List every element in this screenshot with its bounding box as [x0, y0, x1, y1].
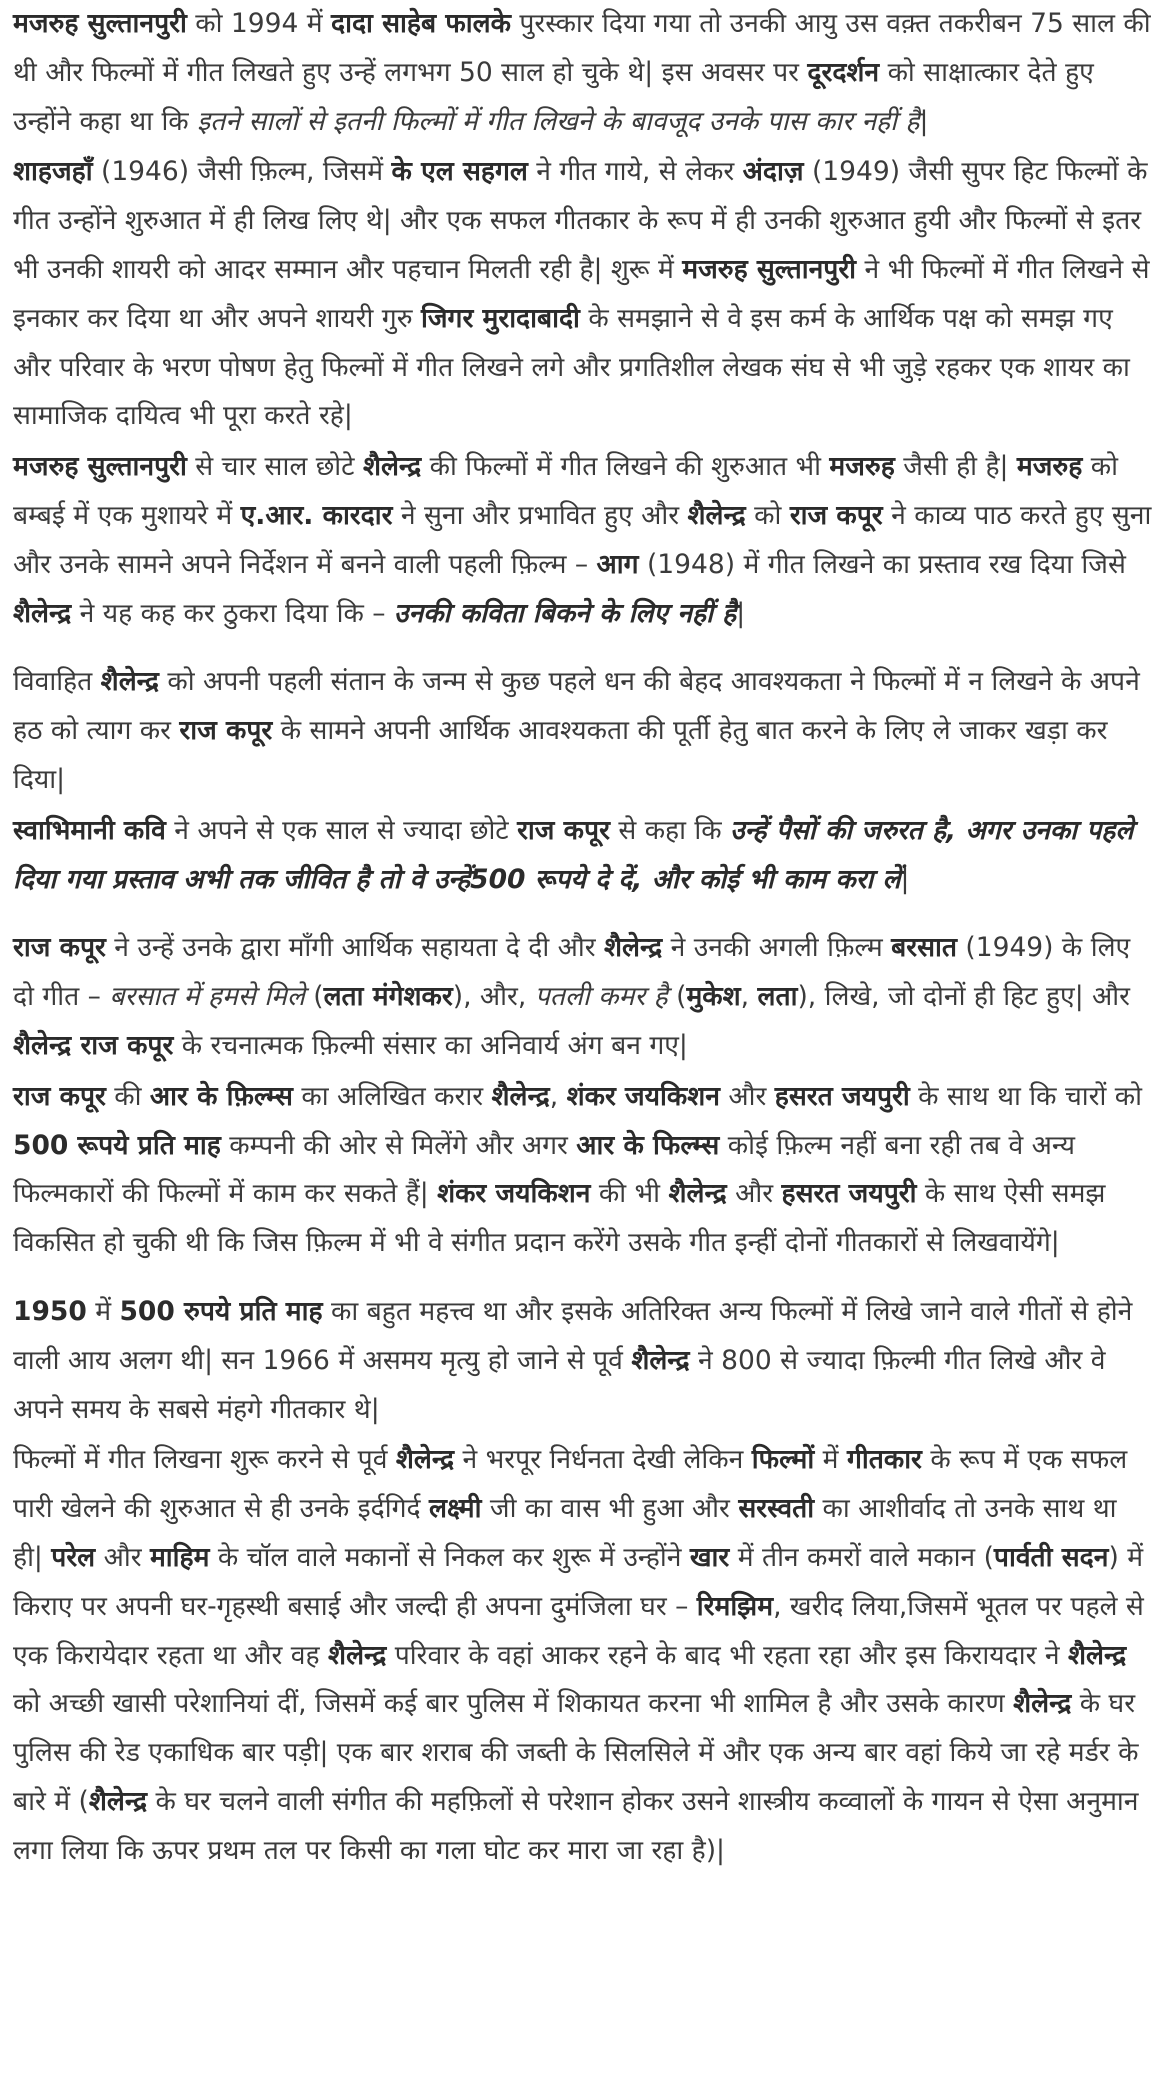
bold-term: फिल्मों — [751, 1444, 815, 1476]
bold-term: शैलेन्द्र — [328, 1639, 387, 1671]
bold-term: पार्वती सदन — [993, 1541, 1109, 1573]
body-text: को अपनी पहली संतान के जन्म से कुछ पहले धन की बेहद आवश्यकता ने फिल्मों में न लिखने के अपने हठ को त्याग कर — [13, 666, 1140, 747]
bold-term: गीतकार — [846, 1444, 922, 1476]
body-text: को साक्षात्कार देते हुए उन्होंने कहा था कि — [13, 56, 1094, 137]
italic-quote: पतली कमर है — [534, 981, 668, 1013]
paragraph-7 — [0, 1073, 1172, 1268]
body-text: में तीन कमरों वाले मकान ( — [729, 1541, 994, 1573]
body-text: (1949) के लिए दो गीत – — [13, 932, 1131, 1013]
bold-term: 500 रूपये प्रति माह — [13, 1129, 221, 1161]
italic-quote: बरसात में हमसे मिले — [109, 981, 305, 1013]
bold-term: शैलेन्द्र — [1013, 1688, 1072, 1720]
bold-term: मजरुह सुल्तानपुरी — [13, 8, 187, 39]
body-text: विवाहित — [13, 666, 101, 698]
body-text: ने यह कह कर ठुकरा दिया कि – — [71, 597, 394, 629]
paragraph-6 — [0, 924, 1172, 1070]
body-text: के रूप में एक सफल पारी खेलने की शुरुआत से ही उनके इर्दगिर्द — [13, 1444, 1128, 1525]
body-text: (1948) में गीत लिखने का प्रस्ताव रख दिया जिसे — [638, 548, 1126, 580]
paragraph-8 — [0, 1288, 1172, 1434]
bold-term: स्वाभिमानी कवि — [13, 814, 166, 846]
body-text: ), लिखे, जो दोनों ही हिट हुए| और — [797, 981, 1130, 1013]
body-text: का अलिखित करार — [292, 1080, 492, 1112]
bold-term: माहिम — [149, 1541, 210, 1573]
body-text: ने उनकी अगली फ़िल्म — [662, 932, 892, 964]
bold-term: शैलेन्द्र — [631, 1344, 690, 1376]
bold-term: हसरत जयपुरी — [774, 1080, 910, 1112]
body-text: की — [105, 1080, 150, 1112]
body-text: (1946) जैसी फ़िल्म, जिसमें — [92, 156, 392, 188]
bold-term: राज कपूर — [179, 715, 273, 747]
bold-term: के एल सहगल — [391, 156, 528, 188]
body-text: जी का वास भी हुआ और — [481, 1493, 739, 1525]
bold-term: दादा साहेब फालके — [331, 8, 511, 39]
bold-term: शैलेन्द्र — [100, 666, 159, 698]
body-text: और — [726, 1178, 782, 1210]
body-text: ( — [667, 981, 687, 1013]
paragraph-3 — [0, 443, 1172, 638]
body-text: को 1994 में — [186, 8, 332, 39]
body-text: से कहा कि — [609, 814, 731, 846]
bold-term: आर के फ़िल्म्स — [149, 1080, 293, 1112]
body-text: में — [814, 1444, 847, 1476]
bold-term: मजरुह सुल्तानपुरी — [13, 451, 187, 483]
bold-term: शैलेन्द्र — [395, 1444, 455, 1476]
body-text: (1949) जैसी सुपर हिट फिल्मों के गीत उन्होंने शुरुआत में ही लिख लिए थे| और एक सफल गीतकार के रूप में ही उनकी शुरुआत हुयी और फिल्मों से इतर भी उनकी शायरी को आदर सम्मान और पहचान मिलती रही है| शुरू में — [13, 156, 1148, 285]
body-text: के रचनात्मक फ़िल्मी संसार का अनिवार्य अंग बन गए| — [173, 1029, 688, 1061]
bold-term: शैलेन्द्र — [687, 499, 746, 531]
body-text: ने भरपूर निर्धनता देखी लेकिन — [454, 1444, 752, 1476]
body-text: का बहुत महत्त्व था और इसके अतिरिक्त अन्य फिल्मों में लिखे जाने वाले गीतों से होने वाली आय अलग थी| सन 1966 में असमय मृत्यु हो जाने से पूर्व — [13, 1295, 1133, 1376]
bold-term: शैलेन्द्र — [362, 451, 422, 483]
bold-term: राज कपूर — [13, 932, 106, 964]
body-text: ने सुना और प्रभावित हुए और — [392, 499, 688, 531]
body-text: , — [549, 1080, 567, 1112]
body-text: के घर चलने वाली संगीत की महफ़िलों से परेशान होकर उसने शास्त्रीय कव्वालों के गायन से ऐसा अनुमान लगा लिया कि ऊपर प्रथम तल पर किसी का गला घोट कर मारा जा रहा है)| — [13, 1785, 1139, 1866]
bold-term: शैलेन्द्र — [88, 1785, 148, 1817]
bold-term: आर के फिल्म्स — [576, 1129, 720, 1161]
body-text: के चॉल वाले मकानों से निकल कर शुरू में उन्होंने — [209, 1541, 690, 1573]
body-text: ने अपने से एक साल से ज्यादा छोटे — [165, 814, 518, 846]
bold-term: दूरदर्शन — [807, 56, 880, 88]
body-text: को अच्छी खासी परेशानियां दीं, जिसमें कई बार पुलिस में शिकायत करना भी शामिल है और उसके कारण — [13, 1688, 1014, 1720]
bold-term: सरस्वती — [738, 1493, 815, 1525]
bold-term: शाहजहाँ — [13, 156, 93, 188]
bold-term: बरसात — [891, 932, 957, 964]
body-text: और — [720, 1080, 775, 1112]
bold-term: मुकेश — [686, 981, 741, 1013]
body-text: ने उन्हें उनके द्वारा माँगी आर्थिक सहायता दे दी और — [105, 932, 604, 964]
bold-term: 500 रुपये प्रति माह — [119, 1295, 323, 1327]
bold-term: राज कपूर — [789, 499, 883, 531]
paragraph-1 — [0, 0, 1172, 146]
bold-term: शैलेन्द्र — [13, 597, 72, 629]
bold-term: शंकर जयकिशन — [566, 1080, 720, 1112]
body-text: ने गीत गाये, से लेकर — [527, 156, 743, 188]
body-text: की भी — [590, 1178, 669, 1210]
bold-term: राज कपूर — [13, 1080, 106, 1112]
bold-term: शैलेन्द्र — [603, 932, 663, 964]
bold-term: शैलेन्द्र राज कपूर — [13, 1029, 174, 1061]
paragraph-5 — [0, 807, 1172, 905]
bold-term: परेल — [51, 1541, 96, 1573]
body-text: कम्पनी की ओर से मिलेंगे और अगर — [220, 1129, 577, 1161]
body-text: , — [740, 981, 758, 1013]
paragraph-4 — [0, 658, 1172, 804]
bold-term: आग — [596, 548, 639, 580]
bold-term: रिमझिम — [696, 1590, 774, 1622]
body-text: | — [900, 863, 910, 895]
bold-term: शैलेन्द्र — [491, 1080, 550, 1112]
body-text: के समझाने से वे इस कर्म के आर्थिक पक्ष को समझ गए और परिवार के भरण पोषण हेतु फिल्मों में गीत लिखने लगे और प्रगतिशील लेखक संघ से भी जुड़े रहकर एक शायर का सामाजिक दायित्व भी पूरा करते रहे| — [13, 302, 1130, 432]
bold-term: मजरुह सुल्तानपुरी — [682, 253, 857, 285]
body-text: में — [86, 1295, 120, 1327]
body-text: कोई फ़िल्म नहीं बना रही तब वे अन्य फिल्मकारों की फिल्मों में काम कर सकते हैं| — [13, 1129, 1076, 1210]
body-text: ), और, — [452, 981, 535, 1013]
bold-term: हसरत जयपुरी — [781, 1178, 917, 1210]
bold-term: जिगर मुरादाबादी — [421, 302, 580, 334]
bold-term: मजरुह — [829, 451, 895, 483]
body-text: परिवार के वहां आकर रहने के बाद भी रहता रहा और इस किरायदार ने — [386, 1639, 1068, 1671]
paragraph-9 — [0, 1436, 1172, 1875]
body-text: ( — [304, 981, 324, 1013]
body-text: और — [95, 1541, 150, 1573]
body-text: जैसी ही है| — [894, 451, 1017, 483]
body-text: के घर पुलिस की रेड एकाधिक बार पड़ी| एक बार शराब की जब्ती के सिलसिले में और एक अन्य बार वहां किये जा रहे मर्डर के बारे में ( — [13, 1688, 1139, 1817]
body-text: ने 800 से ज्यादा फ़िल्मी गीत लिखे और वे अपने समय के सबसे मंहगे गीतकार थे| — [13, 1344, 1106, 1425]
body-text: ने काव्य पाठ करते हुए सुना और उनके सामने अपने निर्देशन में बनने वाली पहली फ़िल्म – — [13, 499, 1152, 580]
body-text: के साथ ऐसी समझ विकसित हो चुकी थी कि जिस फ़िल्म में भी वे संगीत प्रदान करेंगे उसके गीत इन्हीं दोनों गीतकारों से लिखवायेंगे| — [13, 1178, 1106, 1259]
body-text: , खरीद लिया,जिसमें भूतल पर पहले से एक किरायेदार रहता था और वह — [13, 1590, 1144, 1671]
body-text: के सामने अपनी आर्थिक आवश्यकता की पूर्ती हेतु बात करने के लिए ले जाकर खड़ा कर दिया| — [13, 715, 1108, 795]
paragraph-2 — [0, 148, 1172, 441]
bold-term: शंकर जयकिशन — [437, 1178, 591, 1210]
bold-term: 1950 — [13, 1295, 87, 1327]
body-text: को — [745, 499, 790, 531]
body-text: से चार साल छोटे — [186, 451, 363, 483]
italic-quote: इतने सालों से इतनी फिल्मों में गीत लिखने के बावजूद उनके पास कार नहीं है — [197, 105, 920, 137]
bold-italic-quote: उन्हें पैसों की जरुरत है, अगर उनका पहले दिया गया प्रस्ताव अभी तक जीवित है तो वे उन्हें500 रूपये दे दें, और कोई भी काम करा लें — [13, 814, 1134, 895]
bold-term: मजरुह — [1016, 451, 1083, 483]
bold-term: शैलेन्द्र — [1067, 1639, 1127, 1671]
bold-term: लता मंगेशकर — [323, 981, 453, 1013]
body-text: पुरस्कार दिया गया तो उनकी आयु उस वक़्त तकरीबन 75 साल की थी और फिल्मों में गीत लिखते हुए उन्हें लगभग 50 साल हो चुके थे| इस अवसर पर — [13, 8, 1151, 88]
bold-italic-quote: उनकी कविता बिकने के लिए नहीं है — [393, 597, 737, 629]
body-text: ) में किराए पर अपनी घर-गृहस्थी बसाई और जल्दी ही अपना दुमंजिला घर – — [13, 1541, 1144, 1622]
body-text: | — [736, 597, 746, 629]
bold-term: ए.आर. कारदार — [240, 499, 393, 531]
bold-term: लता — [757, 981, 798, 1013]
body-text: का आशीर्वाद तो उनके साथ था ही| — [13, 1493, 1117, 1573]
body-text: की फिल्मों में गीत लिखने की शुरुआत भी — [421, 451, 830, 483]
body-text: ने भी फिल्मों में गीत लिखने से इनकार कर दिया था और अपने शायरी गुरु — [13, 253, 1150, 334]
bold-term: राज कपूर — [517, 814, 610, 846]
body-text: | — [919, 105, 929, 137]
body-text: फिल्मों में गीत लिखना शुरू करने से पूर्व — [13, 1444, 396, 1476]
bold-term: अंदाज़ — [742, 156, 804, 188]
bold-term: खार — [689, 1541, 730, 1573]
body-text: को बम्बई में एक मुशायरे में — [13, 451, 1118, 531]
body-text: के साथ था कि चारों को — [909, 1080, 1142, 1112]
bold-term: शैलेन्द्र — [668, 1178, 727, 1210]
bold-term: लक्ष्मी — [429, 1493, 482, 1525]
